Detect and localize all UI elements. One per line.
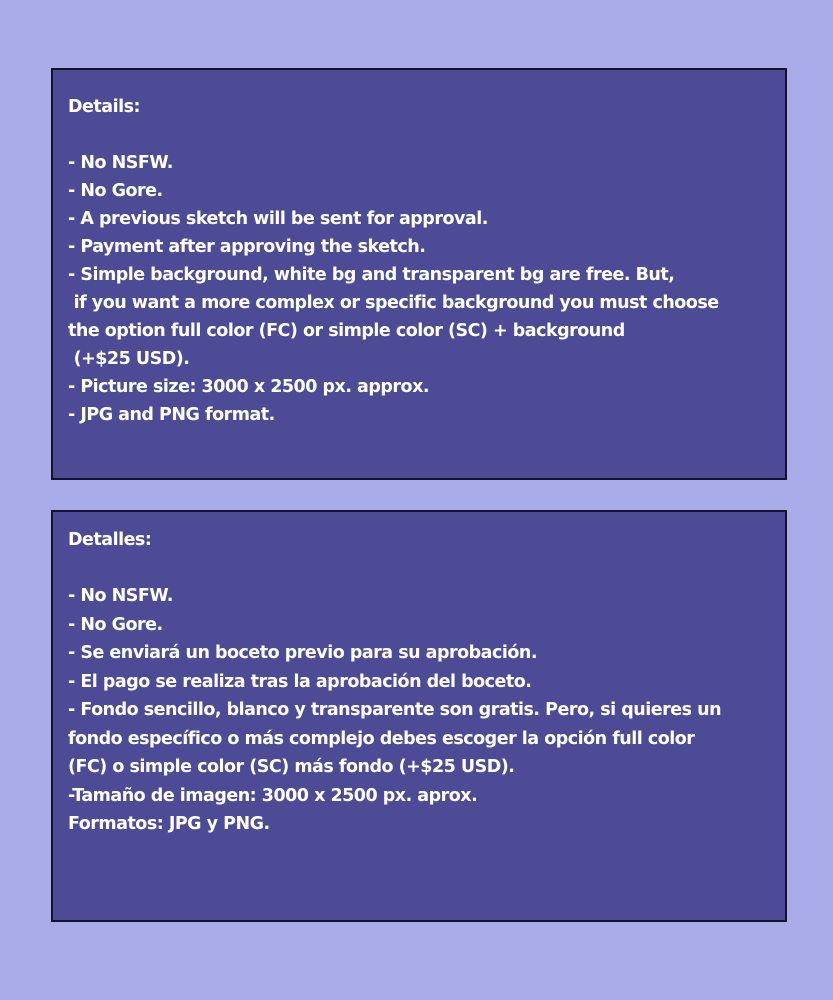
details-panel-spanish [51, 510, 787, 922]
details-line: - No NSFW. [68, 153, 173, 173]
details-line: - No NSFW. [68, 586, 173, 606]
details-line: Formatos: JPG y PNG. [68, 814, 270, 834]
details-line: - Fondo sencillo, blanco y transparente son gratis. Pero, si quieres un [68, 700, 722, 720]
details-line: - No Gore. [68, 614, 163, 635]
details-line: - Simple background, white bg and transparent bg are free. But, [68, 265, 675, 285]
spacer [68, 121, 777, 149]
details-line: fondo específico o más complejo debes escoger la opción full color [68, 728, 695, 749]
details-line: (+$25 USD). [68, 349, 190, 369]
details-panel-english [51, 68, 787, 480]
details-line: - No Gore. [68, 181, 163, 201]
details-line: if you want a more complex or specific background you must choose [68, 293, 719, 313]
spacer [68, 554, 777, 582]
details-line: - A previous sketch will be sent for approval. [68, 209, 488, 229]
details-line: - JPG and PNG format. [68, 405, 275, 425]
details-line: - El pago se realiza tras la aprobación del boceto. [68, 671, 532, 692]
details-title: Details: [68, 97, 140, 117]
details-line: the option full color (FC) or simple color (SC) + background [68, 321, 625, 341]
details-line: - Se enviará un boceto previo para su aprobación. [68, 643, 537, 663]
details-line: -Tamaño de imagen: 3000 x 2500 px. aprox. [68, 785, 478, 806]
details-line: - Picture size: 3000 x 2500 px. approx. [68, 377, 430, 397]
details-line: (FC) o simple color (SC) más fondo (+$25 USD). [68, 757, 515, 777]
details-title: Detalles: [68, 530, 152, 550]
details-line: - Payment after approving the sketch. [68, 237, 426, 257]
